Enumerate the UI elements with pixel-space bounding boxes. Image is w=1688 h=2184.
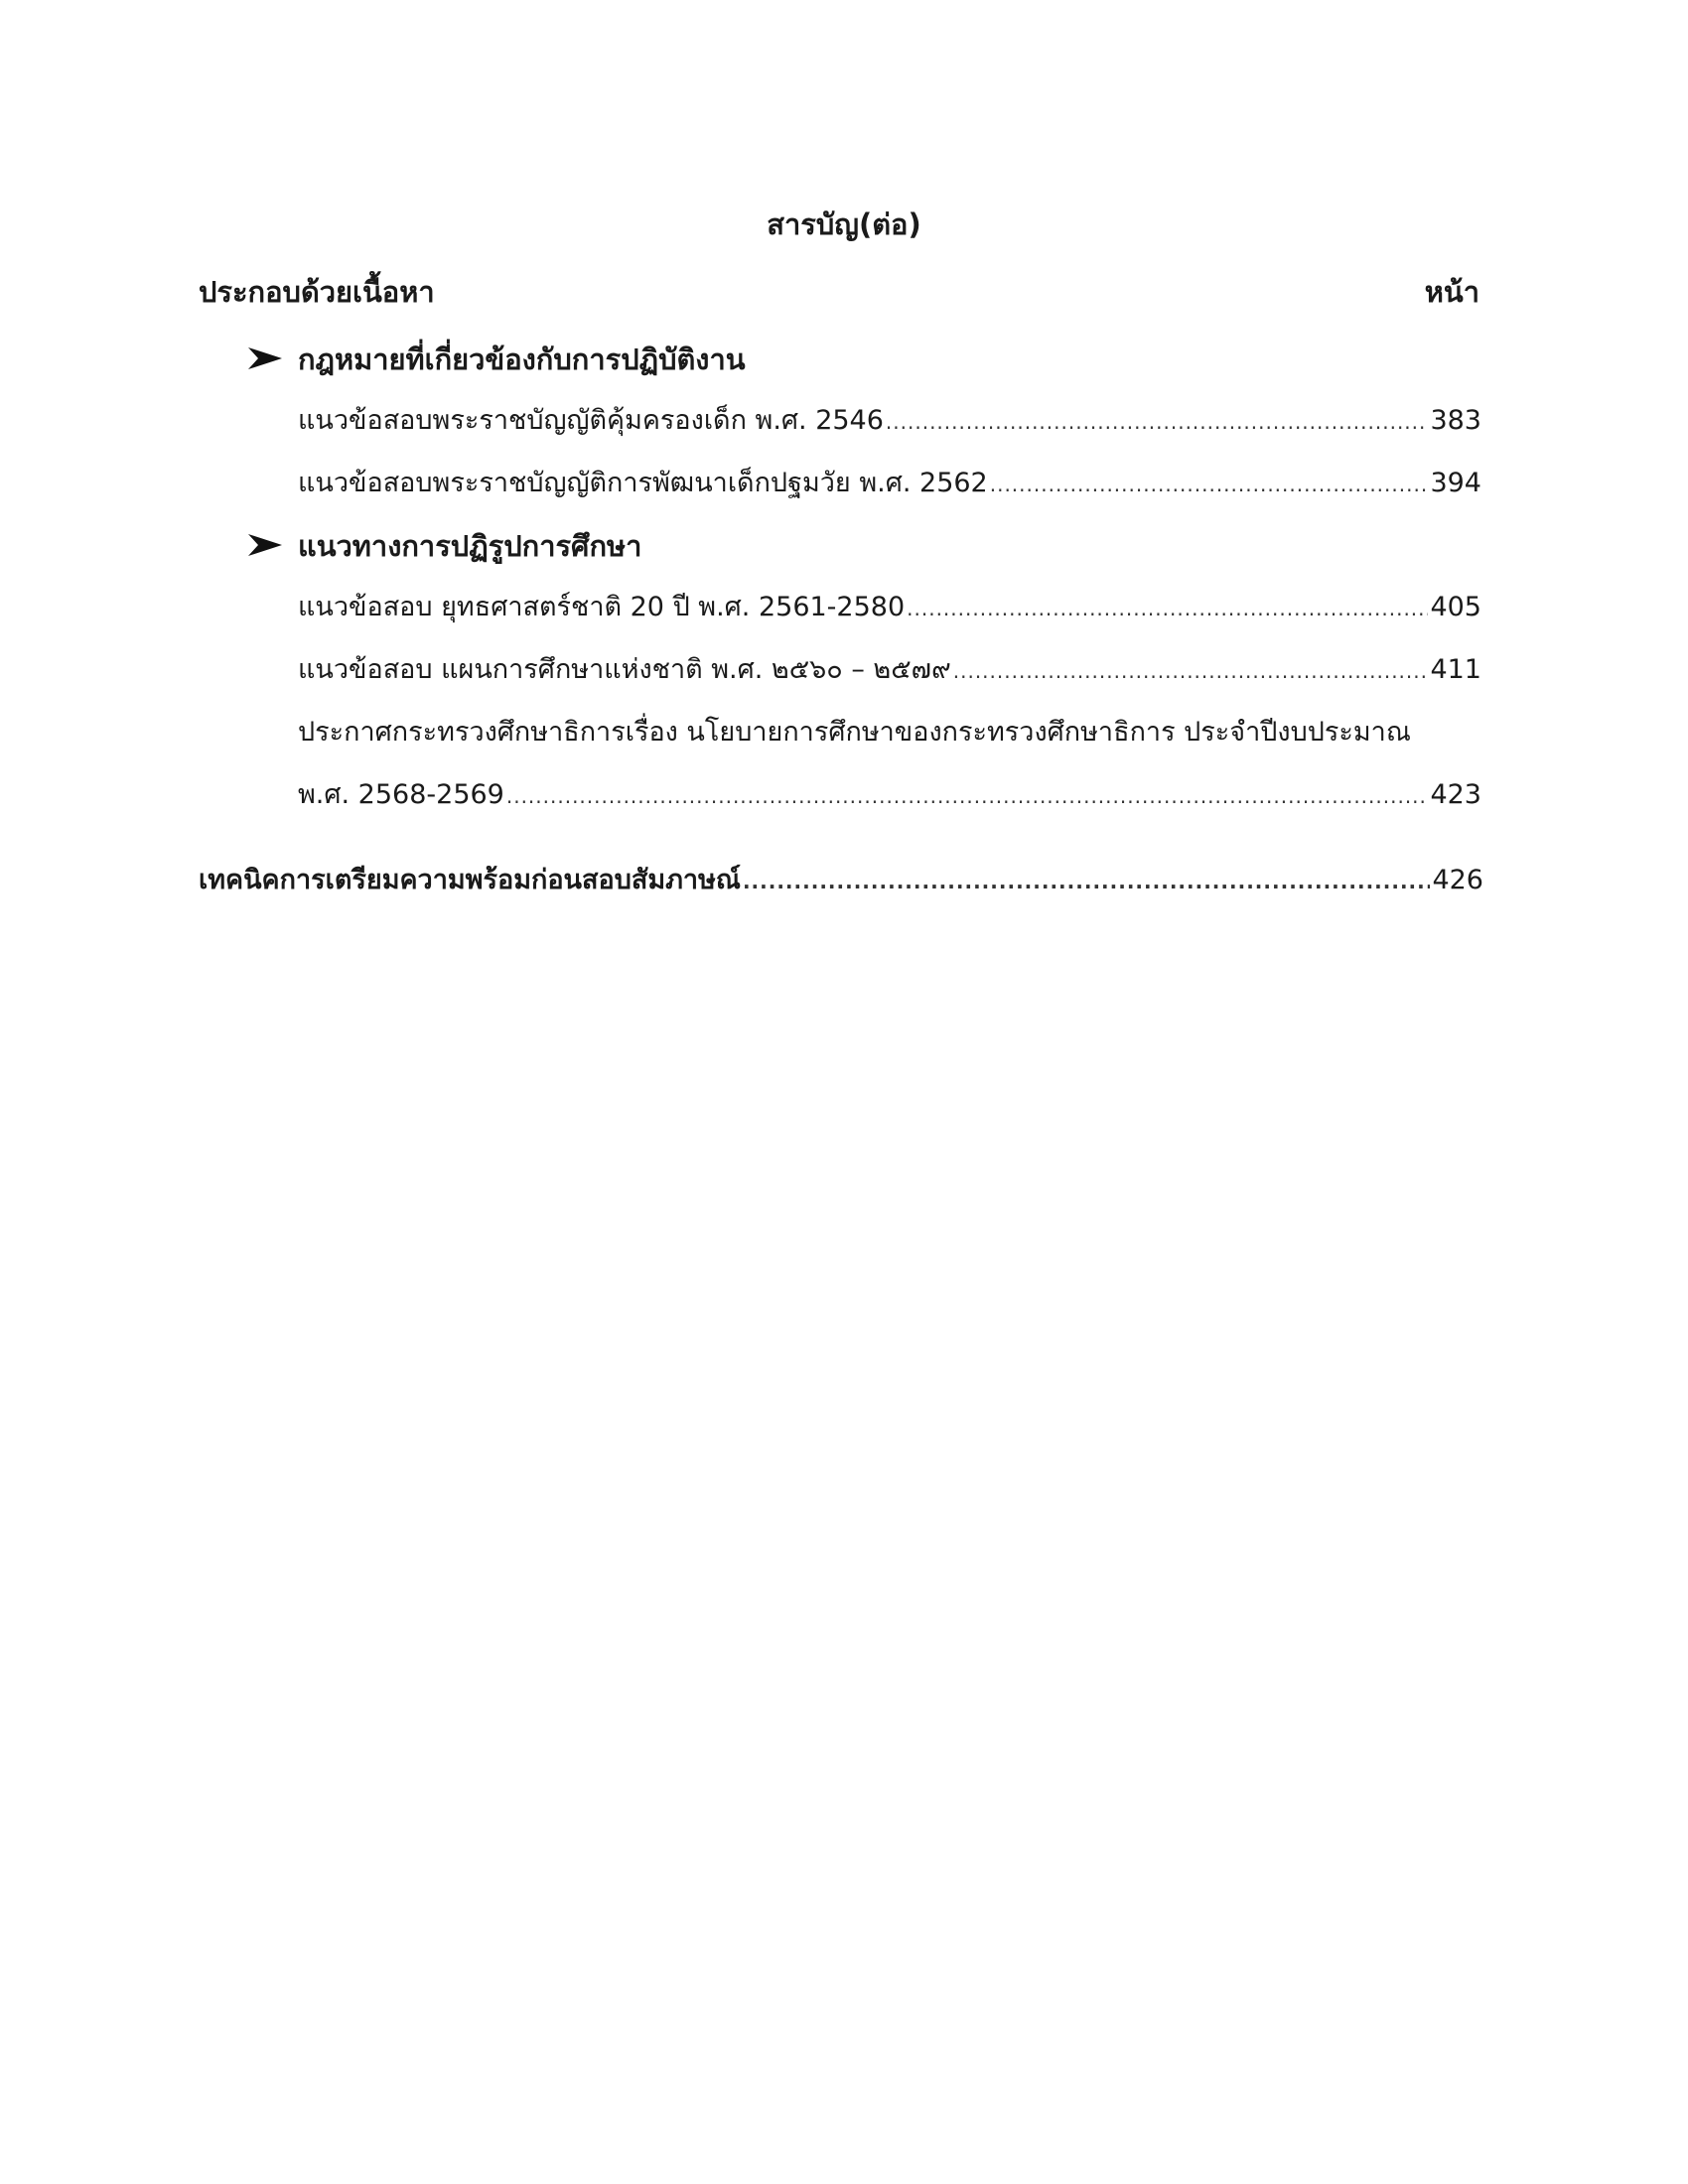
dot-leader	[907, 587, 1428, 630]
toc-entry-page: 423	[1430, 779, 1481, 810]
dot-leader	[886, 400, 1429, 444]
toc-entry-text: แนวข้อสอบพระราชบัญญัติการพัฒนาเด็กปฐมวัย พ.ศ. 2562	[298, 468, 988, 498]
toc-entry-text[interactable]: ประกาศกระทรวงศึกษาธิการเรื่อง นโยบายการศึกษาของกระทรวงศึกษาธิการ ประจำปีงบประมาณ	[298, 717, 1411, 748]
toc-entry[interactable]	[298, 399, 1481, 443]
toc-entry-text: แนวข้อสอบพระราชบัญญัติคุ้มครองเด็ก พ.ศ. 2546	[298, 405, 884, 436]
toc-entry-top-level[interactable]	[199, 859, 1483, 902]
toc-entry-text: แนวข้อสอบ แผนการศึกษาแห่งชาติ พ.ศ. ๒๕๖๐ – ๒๕๗๙	[298, 654, 951, 685]
page-title: สารบัญ(ต่อ)	[767, 207, 921, 241]
toc-entry-page: 405	[1430, 592, 1481, 622]
toc-entry-text-continued: พ.ศ. 2568-2569	[298, 779, 504, 810]
toc-header-content-label: ประกอบด้วยเนื้อหา	[199, 275, 435, 309]
toc-entry-page: 426	[1432, 865, 1483, 895]
dot-leader	[506, 774, 1429, 818]
toc-section-label: แนวทางการปฏิรูปการศึกษา	[298, 529, 642, 563]
toc-entry-page: 394	[1430, 468, 1481, 498]
toc-entry-page: 383	[1430, 405, 1481, 436]
arrow-bullet-icon	[246, 531, 284, 559]
toc-entry[interactable]	[298, 648, 1481, 692]
toc-section-heading	[246, 524, 641, 568]
toc-entry-text: แนวข้อสอบ ยุทธศาสตร์ชาติ 20 ปี พ.ศ. 2561-2580	[298, 592, 906, 622]
toc-entry[interactable]	[298, 462, 1481, 505]
toc-header-page-label: หน้า	[1424, 275, 1479, 309]
dot-leader	[743, 860, 1431, 903]
toc-entry[interactable]	[298, 586, 1481, 629]
toc-entry[interactable]	[298, 773, 1481, 817]
dot-leader	[990, 463, 1429, 506]
toc-section-heading	[246, 338, 746, 381]
arrow-bullet-icon	[246, 344, 284, 372]
toc-header-row	[199, 270, 1479, 314]
toc-entry-page: 411	[1430, 654, 1481, 685]
dot-leader	[953, 649, 1429, 693]
toc-entry-text: เทคนิคการเตรียมความพร้อมก่อนสอบสัมภาษณ์	[199, 865, 741, 895]
toc-section-label: กฎหมายที่เกี่ยวข้องกับการปฏิบัติงาน	[298, 342, 746, 376]
